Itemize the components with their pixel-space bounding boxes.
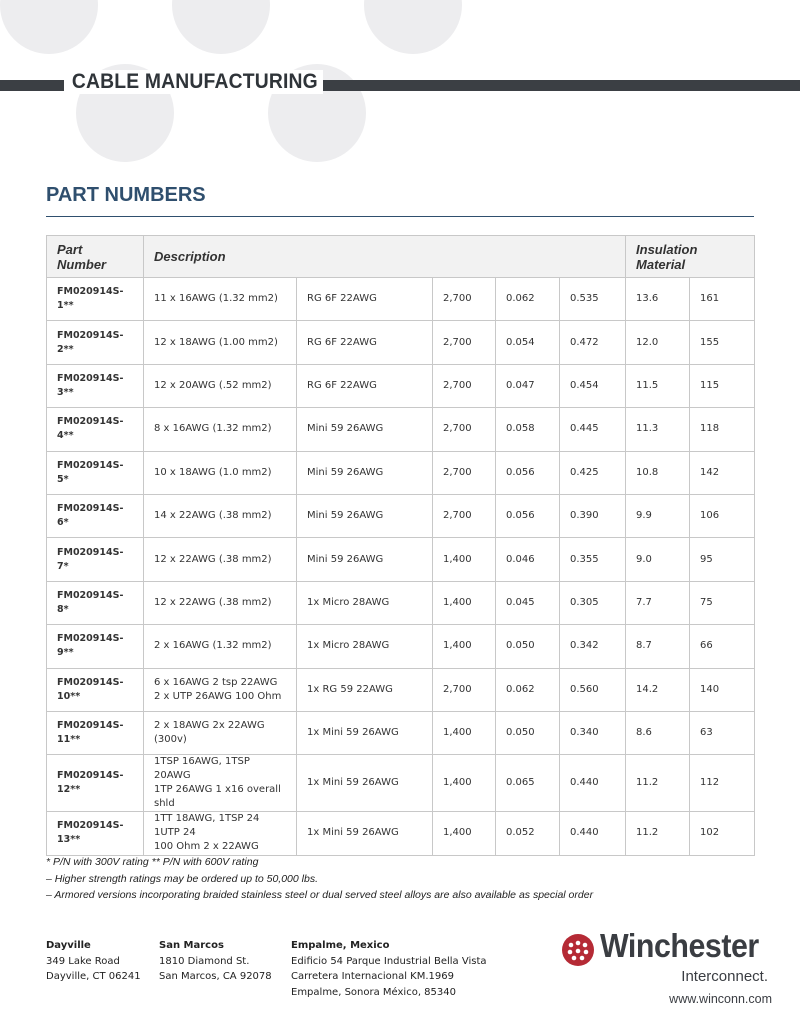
part-number-cell: FM020914S-13** bbox=[47, 812, 144, 855]
value-cell: 7.7 bbox=[626, 581, 690, 624]
description-line: 1TP 26AWG 1 x16 overall shld bbox=[154, 784, 281, 810]
value-cell: 95 bbox=[690, 538, 755, 581]
description-cell bbox=[144, 812, 297, 855]
description-cell bbox=[144, 451, 297, 494]
description-line: 14 x 22AWG (.38 mm2) bbox=[154, 510, 272, 522]
description-cell bbox=[144, 364, 297, 407]
value-cell: 112 bbox=[690, 755, 755, 812]
description-line: 100 Ohm 2 x 22AWG bbox=[154, 841, 259, 853]
value-cell: 13.6 bbox=[626, 278, 690, 321]
value-cell: 12.0 bbox=[626, 321, 690, 364]
header-part-number-line1: Part bbox=[57, 241, 83, 257]
value-cell: 115 bbox=[690, 364, 755, 407]
part-number-cell: FM020914S-1** bbox=[47, 278, 144, 321]
value-cell: 0.390 bbox=[560, 494, 626, 537]
description-cell bbox=[144, 711, 297, 754]
description-line: 2 x 18AWG 2x 22AWG (300v) bbox=[154, 720, 265, 746]
address-line: Empalme, Sonora México, 85340 bbox=[291, 986, 456, 998]
banner-title: CABLE MANUFACTURING bbox=[70, 70, 323, 94]
value-cell: 2,700 bbox=[433, 321, 496, 364]
description-line: 12 x 18AWG (1.00 mm2) bbox=[154, 336, 278, 348]
value-cell: 1,400 bbox=[433, 755, 496, 812]
part-number-cell: FM020914S-11** bbox=[47, 711, 144, 754]
part-number-cell: FM020914S-9** bbox=[47, 625, 144, 668]
banner-bar-left bbox=[0, 80, 64, 91]
value-cell: 0.535 bbox=[560, 278, 626, 321]
description-line: 2 x UTP 26AWG 100 Ohm bbox=[154, 690, 282, 702]
value-cell: 2,700 bbox=[433, 364, 496, 407]
value-cell: 11.2 bbox=[626, 812, 690, 855]
value-cell: 140 bbox=[690, 668, 755, 711]
value-cell: 1,400 bbox=[433, 812, 496, 855]
description-cell bbox=[144, 494, 297, 537]
table-header-row bbox=[47, 236, 755, 278]
value-cell: 11.3 bbox=[626, 408, 690, 451]
section-divider bbox=[46, 216, 754, 217]
footnote-strength: – Higher strength ratings may be ordered up to 50,000 lbs. bbox=[46, 872, 318, 885]
table-row bbox=[47, 711, 755, 754]
description-line: 8 x 16AWG (1.32 mm2) bbox=[154, 423, 272, 435]
description-line: 1TSP 16AWG, 1TSP 20AWG bbox=[154, 756, 250, 782]
value-cell: 0.050 bbox=[496, 711, 560, 754]
description-cell bbox=[144, 668, 297, 711]
value-cell: 14.2 bbox=[626, 668, 690, 711]
table-row bbox=[47, 581, 755, 624]
table-row bbox=[47, 668, 755, 711]
header-part-number-line2: Number bbox=[57, 256, 107, 272]
address-name: Dayville bbox=[46, 940, 91, 951]
description-line: 12 x 22AWG (.38 mm2) bbox=[154, 596, 272, 608]
decorative-circle bbox=[0, 0, 98, 54]
value-cell: 75 bbox=[690, 581, 755, 624]
address-name: San Marcos bbox=[159, 940, 224, 951]
value-cell: 0.355 bbox=[560, 538, 626, 581]
header-description-label: Description bbox=[154, 249, 226, 264]
value-cell: 9.9 bbox=[626, 494, 690, 537]
value-cell: 0.062 bbox=[496, 278, 560, 321]
value-cell: 0.058 bbox=[496, 408, 560, 451]
value-cell: 0.342 bbox=[560, 625, 626, 668]
table-row bbox=[47, 538, 755, 581]
coax-cell: 1x Micro 28AWG bbox=[297, 581, 433, 624]
value-cell: 0.045 bbox=[496, 581, 560, 624]
coax-cell: 1x Mini 59 26AWG bbox=[297, 812, 433, 855]
table-row bbox=[47, 451, 755, 494]
address-line: 349 Lake Road bbox=[46, 955, 120, 967]
decorative-circle bbox=[172, 0, 270, 54]
value-cell: 0.305 bbox=[560, 581, 626, 624]
value-cell: 102 bbox=[690, 812, 755, 855]
table-row bbox=[47, 321, 755, 364]
coax-cell: Mini 59 26AWG bbox=[297, 494, 433, 537]
value-cell: 8.6 bbox=[626, 711, 690, 754]
value-cell: 0.425 bbox=[560, 451, 626, 494]
value-cell: 0.056 bbox=[496, 494, 560, 537]
value-cell: 2,700 bbox=[433, 451, 496, 494]
description-cell bbox=[144, 321, 297, 364]
value-cell: 0.052 bbox=[496, 812, 560, 855]
banner-bar-right bbox=[296, 80, 800, 91]
description-line: 10 x 18AWG (1.0 mm2) bbox=[154, 466, 272, 478]
part-number-cell: FM020914S-4** bbox=[47, 408, 144, 451]
value-cell: 0.445 bbox=[560, 408, 626, 451]
address-line: San Marcos, CA 92078 bbox=[159, 971, 272, 982]
value-cell: 118 bbox=[690, 408, 755, 451]
part-number-cell: FM020914S-7* bbox=[47, 538, 144, 581]
part-number-cell: FM020914S-3** bbox=[47, 364, 144, 407]
footnote-voltage: * P/N with 300V rating ** P/N with 600V rating bbox=[46, 856, 259, 868]
description-cell bbox=[144, 581, 297, 624]
value-cell: 0.054 bbox=[496, 321, 560, 364]
description-line: 12 x 20AWG (.52 mm2) bbox=[154, 379, 272, 391]
coax-cell: RG 6F 22AWG bbox=[297, 321, 433, 364]
value-cell: 0.050 bbox=[496, 625, 560, 668]
value-cell: 0.065 bbox=[496, 755, 560, 812]
value-cell: 0.046 bbox=[496, 538, 560, 581]
value-cell: 0.056 bbox=[496, 451, 560, 494]
header-part-number bbox=[47, 236, 144, 278]
connector-pins-icon bbox=[562, 934, 594, 966]
header-insulation-material bbox=[626, 236, 755, 278]
logo-wordmark: Winchester bbox=[600, 927, 759, 964]
section-title: PART NUMBERS bbox=[46, 184, 206, 206]
header-description bbox=[144, 236, 626, 278]
value-cell: 1,400 bbox=[433, 625, 496, 668]
coax-cell: 1x RG 59 22AWG bbox=[297, 668, 433, 711]
address-line: Dayville, CT 06241 bbox=[46, 971, 141, 982]
description-cell bbox=[144, 278, 297, 321]
value-cell: 9.0 bbox=[626, 538, 690, 581]
description-cell bbox=[144, 625, 297, 668]
table-row bbox=[47, 364, 755, 407]
description-line: 11 x 16AWG (1.32 mm2) bbox=[154, 293, 278, 305]
value-cell: 161 bbox=[690, 278, 755, 321]
address-line: 1810 Diamond St. bbox=[159, 955, 250, 967]
table-row bbox=[47, 812, 755, 855]
coax-cell: Mini 59 26AWG bbox=[297, 408, 433, 451]
value-cell: 0.440 bbox=[560, 755, 626, 812]
value-cell: 0.454 bbox=[560, 364, 626, 407]
header-insulation-line2: Material bbox=[636, 256, 686, 272]
value-cell: 0.440 bbox=[560, 812, 626, 855]
description-line: 6 x 16AWG 2 tsp 22AWG bbox=[154, 676, 278, 688]
part-number-cell: FM020914S-6* bbox=[47, 494, 144, 537]
description-line: 2 x 16AWG (1.32 mm2) bbox=[154, 640, 272, 652]
value-cell: 11.5 bbox=[626, 364, 690, 407]
value-cell: 155 bbox=[690, 321, 755, 364]
description-line: 12 x 22AWG (.38 mm2) bbox=[154, 553, 272, 565]
value-cell: 1,400 bbox=[433, 538, 496, 581]
value-cell: 2,700 bbox=[433, 668, 496, 711]
table-row bbox=[47, 494, 755, 537]
value-cell: 0.340 bbox=[560, 711, 626, 754]
address-empalme bbox=[291, 938, 487, 1000]
description-cell bbox=[144, 408, 297, 451]
address-name: Empalme, Mexico bbox=[291, 940, 390, 951]
footnotes bbox=[46, 854, 593, 904]
logo-subtitle: Interconnect. bbox=[681, 968, 768, 985]
coax-cell: 1x Mini 59 26AWG bbox=[297, 755, 433, 812]
value-cell: 63 bbox=[690, 711, 755, 754]
value-cell: 10.8 bbox=[626, 451, 690, 494]
part-numbers-table bbox=[46, 235, 755, 856]
part-number-cell: FM020914S-8* bbox=[47, 581, 144, 624]
value-cell: 0.472 bbox=[560, 321, 626, 364]
part-number-cell: FM020914S-5* bbox=[47, 451, 144, 494]
value-cell: 0.062 bbox=[496, 668, 560, 711]
value-cell: 1,400 bbox=[433, 711, 496, 754]
value-cell: 142 bbox=[690, 451, 755, 494]
value-cell: 1,400 bbox=[433, 581, 496, 624]
coax-cell: RG 6F 22AWG bbox=[297, 364, 433, 407]
description-cell bbox=[144, 538, 297, 581]
address-san-marcos bbox=[159, 938, 272, 985]
website-url: www.winconn.com bbox=[669, 992, 772, 1006]
table-row bbox=[47, 408, 755, 451]
value-cell: 0.047 bbox=[496, 364, 560, 407]
value-cell: 66 bbox=[690, 625, 755, 668]
coax-cell: Mini 59 26AWG bbox=[297, 451, 433, 494]
coax-cell: 1x Micro 28AWG bbox=[297, 625, 433, 668]
part-number-cell: FM020914S-12** bbox=[47, 755, 144, 812]
address-dayville bbox=[46, 938, 141, 985]
value-cell: 2,700 bbox=[433, 408, 496, 451]
value-cell: 2,700 bbox=[433, 278, 496, 321]
coax-cell: RG 6F 22AWG bbox=[297, 278, 433, 321]
table-row bbox=[47, 278, 755, 321]
header-insulation-line1: Insulation bbox=[636, 241, 698, 257]
table-row bbox=[47, 755, 755, 812]
decorative-circle bbox=[364, 0, 462, 54]
value-cell: 11.2 bbox=[626, 755, 690, 812]
part-number-cell: FM020914S-10** bbox=[47, 668, 144, 711]
value-cell: 2,700 bbox=[433, 494, 496, 537]
part-number-cell: FM020914S-2** bbox=[47, 321, 144, 364]
description-line: 1TT 18AWG, 1TSP 24 1UTP 24 bbox=[154, 813, 260, 839]
description-cell bbox=[144, 755, 297, 812]
value-cell: 0.560 bbox=[560, 668, 626, 711]
value-cell: 106 bbox=[690, 494, 755, 537]
value-cell: 8.7 bbox=[626, 625, 690, 668]
table-row bbox=[47, 625, 755, 668]
coax-cell: Mini 59 26AWG bbox=[297, 538, 433, 581]
address-line: Carretera Internacional KM.1969 bbox=[291, 971, 454, 982]
address-line: Edificio 54 Parque Industrial Bella Vista bbox=[291, 955, 487, 967]
footnote-armored: – Armored versions incorporating braided stainless steel or dual served steel alloys are also available as special order bbox=[46, 889, 594, 901]
coax-cell: 1x Mini 59 26AWG bbox=[297, 711, 433, 754]
